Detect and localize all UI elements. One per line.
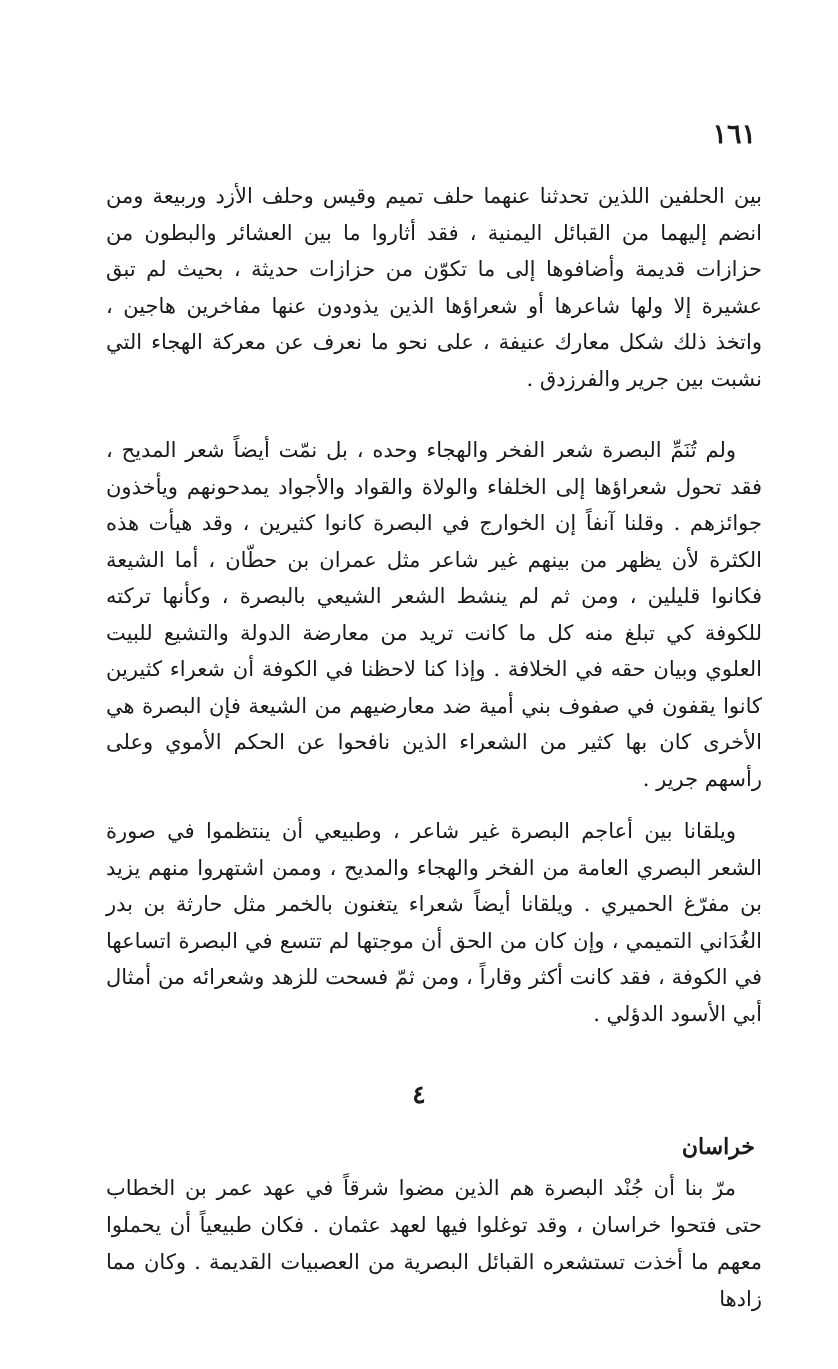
paragraph-block-3 — [106, 813, 762, 1032]
paragraph: مرّ بنا أن جُنْد البصرة هم الذين مضوا شرقاً في عهد عمر بن الخطاب حتى فتحوا خراسان ، وقد توغلوا فيها لعهد عثمان . فكان طبيعياً أن يحملوا معهم ما أخذت تستشعره القبائل البصرية من العصبيات القديمة . وكان مما زادها — [106, 1176, 763, 1311]
section-number: ٤ — [412, 1080, 426, 1109]
paragraph-block-1 — [106, 178, 762, 397]
paragraph: ويلقانا بين أعاجم البصرة غير شاعر ، وطبيعي أن ينتظموا في صورة الشعر البصري العامة من الفخر والهجاء والمديح ، وممن اشتهروا منهم يزيد بن مفرّغ الحميري . ويلقانا أيضاً شعراء يتغنون بالخمر مثل حارثة بن بدر الغُدَاني التميمي ، وإن كان من الحق أن موجتها لم تتسع في البصرة اتساعها في الكوفة ، فقد كانت أكثر وقاراً ، ومن ثمّ فسحت للزهد وشعرائه من أمثال أبي الأسود الدؤلي . — [106, 819, 762, 1026]
page-number: ١٦١ — [712, 119, 756, 150]
paragraph-block-2 — [106, 432, 762, 797]
section-title: خراسان — [681, 1134, 755, 1160]
section-paragraph-block — [106, 1170, 762, 1318]
paragraph: بين الحلفين اللذين تحدثنا عنهما حلف تميم وقيس وحلف الأزد وربيعة ومن انضم إليهما من القبائل اليمنية ، فقد أثاروا ما بين العشائر والبطون من حزازات قديمة وأضافوها إلى ما تكوّن من حزازات حديثة ، بحيث لم تبق عشيرة إلا ولها شاعرها أو شعراؤها الذين يذودون عنها مفاخرين هاجين ، واتخذ ذلك شكل معارك عنيفة ، على نحو ما نعرف عن معركة الهجاء التي نشبت بين جرير والفرزدق . — [106, 184, 762, 391]
paragraph: ولم تُنَمِّ البصرة شعر الفخر والهجاء وحده ، بل نمّت أيضاً شعر المديح ، فقد تحول شعراؤها إلى الخلفاء والولاة والقواد والأجواد يمدحونهم ويأخذون جوائزهم . وقلنا آنفاً إن الخوارج في البصرة كانوا كثيرين ، وقد هيأت هذه الكثرة لأن يظهر من بينهم غير شاعر مثل عمران بن حطّان ، أما الشيعة فكانوا قليلين ، ومن ثم لم ينشط الشعر الشيعي بالبصرة ، وكأنها تركته للكوفة كي تبلغ منه كل ما كانت تريد من معارضة الدولة والتشيع للبيت العلوي وبيان حقه في الخلافة . وإذا كنا لاحظنا في الكوفة أن شعراء كثيرين كانوا يقفون في صفوف بني أمية ضد معارضيهم من الشيعة فإن البصرة هي الأخرى كان بها كثير من الشعراء الذين نافحوا عن الحكم الأموي وعلى رأسهم جرير . — [106, 438, 762, 791]
